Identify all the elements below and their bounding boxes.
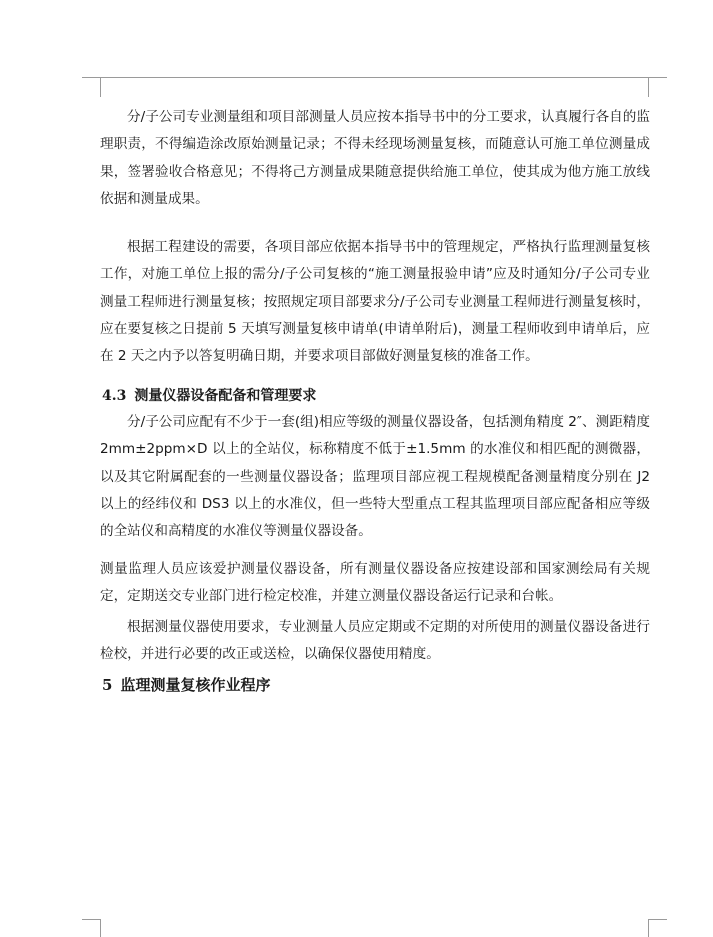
crop-mark-top-line [100, 77, 649, 78]
paragraph-review-procedure: 根据工程建设的需要，各项目部应依据本指导书中的管理规定，严格执行监理测量复核工作，对施工单位上报的需分/子公司复核的“施工测量报验申请”应及时通知分/子公司专业测量工程师进行测量复核；按照规定项目部要求分/子公司专业测量工程师进行测量复核时，应在要复核之日提前 5 天填写测量复核申请单(申请单附后)，测量工程师收到申请单后，应在 2 天之内予以答复明确日期，并要求项目部做好测量复核的准备工作。 [100, 239, 650, 365]
paragraph-equipment-care: 测量监理人员应该爱护测量仪器设备，所有测量仪器设备应按建设部和国家测绘局有关规定，定期送交专业部门进行检定校准，并建立测量仪器设备运行记录和台帐。 [100, 561, 650, 605]
crop-mark-top-left-h [82, 77, 101, 78]
section-heading-5 [102, 675, 270, 695]
section-heading-4-3 [102, 386, 316, 406]
crop-mark-top-right-v [648, 77, 649, 97]
section-number: 4.3 [102, 388, 127, 404]
paragraph-equipment-requirements: 分/子公司应配有不少于一套(组)相应等级的测量仪器设备，包括测角精度 2″、测距精度 2mm±2ppm×D 以上的全站仪，标称精度不低于±1.5mm 的水准仪和相匹配的测微器，以及其它附属配套的一些测量仪器设备；监理项目部应视工程规模配备测量精度分别在 J2 以上的经纬仪和 DS3 以上的水准仪，但一些特大型重点工程其监理项目部应配备相应等级的全站仪和高精度的水准仪等测量仪器设备。 [100, 414, 650, 540]
crop-mark-top-left-v [100, 77, 101, 97]
crop-mark-bottom-right-v [648, 919, 649, 937]
section-title: 监理测量复核作业程序 [120, 676, 271, 694]
crop-mark-bottom-left-v [100, 919, 101, 937]
crop-mark-bottom-left-h [82, 919, 101, 920]
crop-mark-bottom-right-h [648, 919, 667, 920]
crop-mark-top-right-h [648, 77, 667, 78]
section-number: 5 [102, 676, 113, 694]
paragraph-calibration: 根据测量仪器使用要求，专业测量人员应定期或不定期的对所使用的测量仪器设备进行检校，并进行必要的改正或送检，以确保仪器使用精度。 [100, 619, 650, 663]
section-title: 测量仪器设备配备和管理要求 [134, 388, 317, 404]
paragraph-survey-duties: 分/子公司专业测量组和项目部测量人员应按本指导书中的分工要求，认真履行各自的监理职责，不得编造涂改原始测量记录；不得未经现场测量复核，而随意认可施工单位测量成果，签署验收合格意见；不得将己方测量成果随意提供给施工单位，使其成为他方施工放线依据和测量成果。 [100, 109, 650, 207]
